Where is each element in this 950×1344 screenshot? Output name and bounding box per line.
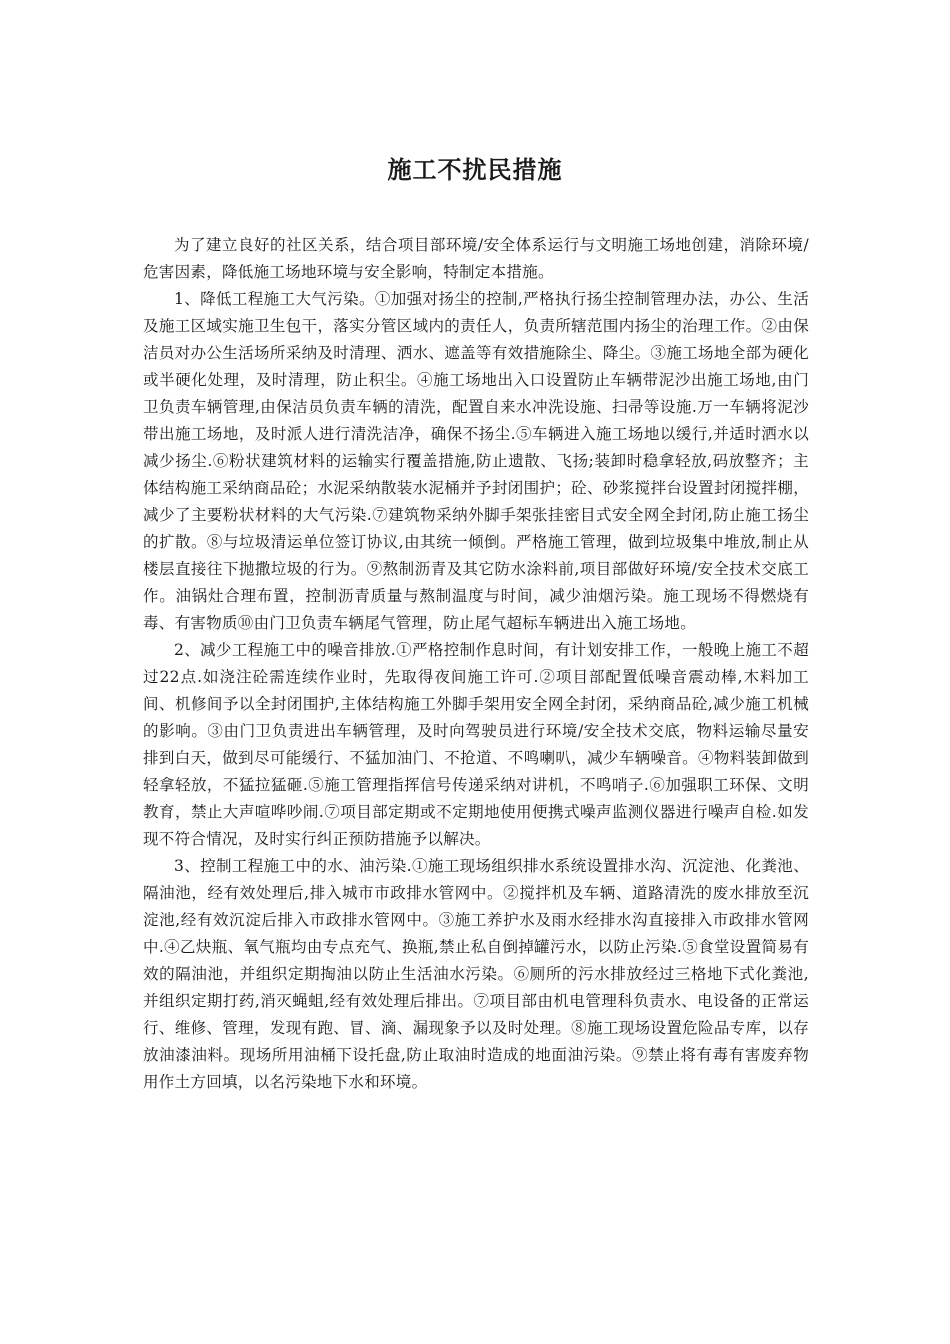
document-body (143, 232, 809, 1096)
intro-paragraph: 为了建立良好的社区关系，结合项目部环境/安全体系运行与文明施工场地创建，消除环境/危害因素，降低施工场地环境与安全影响，特制定本措施。 (143, 236, 809, 281)
section-3-water-oil-pollution: 3、控制工程施工中的水、油污染.①施工现场组织排水系统设置排水沟、沉淀池、化粪池、隔油池，经有效处理后,排入城市市政排水管网中。②搅拌机及车辆、道路清洗的废水排放至沉淀池,经有效沉淀后排入市政排水管网中。③施工养护水及雨水经排水沟直接排入市政排水管网中.④乙炔瓶、氧气瓶均由专点充气、换瓶,禁止私自倒掉罐污水，以防止污染.⑤食堂设置简易有效的隔油池，并组织定期掏油以防止生活油水污染。⑥厕所的污水排放经过三格地下式化粪池,并组织定期打药,消灭蝇蛆,经有效处理后排出。⑦项目部由机电管理科负责水、电设备的正常运行、维修、管理，发现有跑、冒、滴、漏现象予以及时处理。⑧施工现场设置危险品专库，以存放油漆油料。现场所用油桶下设托盘,防止取油时造成的地面油污染。⑨禁止将有毒有害废弃物用作土方回填，以名污染地下水和环境。 (143, 857, 809, 1091)
section-2-noise: 2、减少工程施工中的噪音排放.①严格控制作息时间，有计划安排工作，一般晚上施工不超过22点.如浇注砼需连续作业时，先取得夜间施工许可.②项目部配置低噪音震动棒,木料加工间、机修间予以全封闭围护,主体结构施工外脚手架用安全网全封闭，采纳商品砼,减少施工机械的影响。③由门卫负责进出车辆管理，及时向驾驶员进行环境/安全技术交底，物料运输尽量安排到白天，做到尽可能缓行、不猛加油门、不抢道、不鸣喇叭，减少车辆噪音。④物料装卸做到轻拿轻放，不猛拉猛砸.⑤施工管理指挥信号传递采纳对讲机，不鸣哨子.⑥加强职工环保、文明教育，禁止大声喧哗吵闹.⑦项目部定期或不定期地使用便携式噪声监测仪器进行噪声自检.如发现不符合情况，及时实行纠正预防措施予以解决。 (143, 641, 809, 848)
section-1-air-pollution: 1、降低工程施工大气污染。①加强对扬尘的控制,严格执行扬尘控制管理办法，办公、生活及施工区域实施卫生包干，落实分管区域内的责任人，负责所辖范围内扬尘的治理工作。②由保洁员对办公生活场所采纳及时清理、洒水、遮盖等有效措施除尘、降尘。③施工场地全部为硬化或半硬化处理，及时清理，防止积尘。④施工场地出入口设置防止车辆带泥沙出施工场地,由门卫负责车辆管理,由保洁员负责车辆的清洗，配置自来水冲洗设施、扫帚等设施.万一车辆将泥沙带出施工场地，及时派人进行清洗洁净，确保不扬尘.⑤车辆进入施工场地以缓行,并适时洒水以减少扬尘.⑥粉状建筑材料的运输实行覆盖措施,防止遗散、飞扬;装卸时稳拿轻放,码放整齐；主体结构施工采纳商品砼；水泥采纳散装水泥桶并予封闭围护；砼、砂浆搅拌台设置封闭搅拌棚，减少了主要粉状材料的大气污染.⑦建筑物采纳外脚手架张挂密目式安全网全封闭,防止施工扬尘的扩散。⑧与垃圾清运单位签订协议,由其统一倾倒。严格施工管理，做到垃圾集中堆放,制止从楼层直接往下抛撒垃圾的行为。⑨熬制沥青及其它防水涂料前,项目部做好环境/安全技术交底工作。油锅灶合理布置，控制沥青质量与熬制温度与时间，减少油烟污染。施工现场不得燃烧有毒、有害物质⑩由门卫负责车辆尾气管理，防止尾气超标车辆进出入施工场地。 (143, 290, 809, 632)
document-title: 施工不扰民措施 (387, 156, 563, 184)
